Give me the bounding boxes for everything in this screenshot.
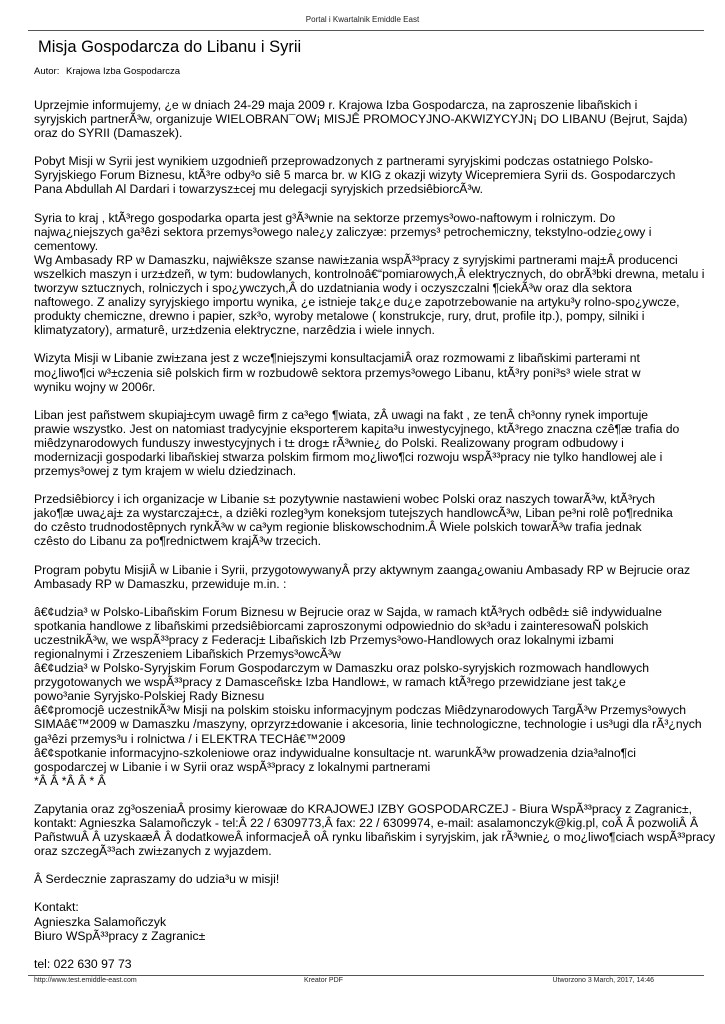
footer-url: http://www.test.emiddle-east.com [34, 977, 137, 984]
paragraph-program-items: â€¢udzia³ w Polsko-Libañskim Forum Biznesu w Bejrucie oraz w Sajda, w ramach ktÃ³rych odbêd± siê indywidualne spotkania handlowe z libañskimi przedsiêbiorcami zaproszonymi odpowiednio do sk³adu i zainteresowaÑ polskich uczestnikÃ³w, we wspÃ³³pracy z Federacj± Libañskich Izb Przemys³owo-Handlowych oraz lokalnymi izbami regionalnymi i Zrzeszeniem Libañskich Przemys³owcÃ³w â€¢udzia³ w Polsko-Syryjskim Forum Gospodarczym w Damaszku oraz polsko-syryjskich rozmowach handlowych przygotowanych we wspÃ³³pracy z Damasceñsk± Izba Handlow±, w ramach ktÃ³rego przewidziane jest tak¿e powo³anie Syryjsko-Polskiej Rady Biznesu â€¢promocjê uczestnikÃ³w Misji na polskim stoisku informacyjnym podczas Miêdzynarodowych TargÃ³w Przemys³owych SIMAâ€™2009 w Damaszku /maszyny, oprzyrz±dowanie i akcesoria, linie technologiczne, technologie i us³ugi dla rÃ³¿nych ga³êzi przemys³u i rolnictwa / i ELEKTRA TECHâ€™2009 â€¢spotkanie informacyjno-szkoleniowe oraz indywidualne konsultacje nt. warunkÃ³w prowadzenia dzia³alno¶ci gospodarczej w Libanie i w Syrii oraz wspÃ³³pracy z lokalnymi partnerami *Â Â *Â Â * Â [34, 604, 702, 788]
author-label: Autor: [34, 66, 60, 77]
paragraph-syria-economy: Syria to kraj , ktÃ³rego gospodarka oparta jest g³Ã³wnie na sektorze przemys³owo-naftowym i rolniczym. Do najwa¿niejszych ga³êzi sektora przemys³owego nale¿y zaliczyæ: przemys³ petrochemiczny, tekstylno-odzie¿owy i cementowy. Wg Ambasady RP w Damaszku, najwiêksze szanse nawi±zania wspÃ³³pracy z syryjskimi partnerami maj±Â producenci wszelkich maszyn i urz±dzeñ, w tym: budowlanych, kontrolnoâ€“pomiarowych,Â elektrycznych, do obrÃ³bki drewna, metalu i tworzyw sztucznych, rolniczych i spo¿ywczych,Â do uzdatniania wody i oczyszczalni ¶ciekÃ³w oraz dla sektora naftowego. Z analizy syryjskiego importu wynika, ¿e istnieje tak¿e du¿e zapotrzebowanie na artyku³y rolno-spo¿ywcze, produkty chemiczne, drewno i papier, szk³o, wyroby metalowe ( konstrukcje, rury, drut, profile itp.), pompy, silniki i klimatyzatory), armaturê, urz±dzenia elektryczne, narzêdzia i wiele innych. [34, 210, 705, 338]
article-body [34, 98, 725, 971]
author-name: Krajowa Izba Gospodarcza [66, 66, 181, 77]
paragraph-lebanon-market: Liban jest pañstwem skupiaj±cym uwagê firm z ca³ego ¶wiata, zÂ uwagi na fakt , ze tenÂ ch³onny rynek importuje prawie wszystko. Jest on natomiast tradycyjnie eksporterem kapita³u inwestycyjnego, ktÃ³rego znaczna czê¶æ trafia do miêdzynarodowych funduszy inwestycyjnych i t± drog± rÃ³wnie¿ do Polski. Realizowany program odbudowy i modernizacji gospodarki libañskiej stwarza polskim firmom mo¿liwo¶ci rozwoju wspÃ³³pracy nie tylko handlowej ale i przemys³owej z tym krajem w wielu dziedzinach. [34, 407, 680, 479]
paragraph-program-intro: Program pobytu MisjiÂ w Libanie i Syrii, przygotowywanyÂ przy aktywnym zaanga¿owaniu Ambasady RP w Bejrucie oraz Ambasady RP w Damaszku, przewiduje m.in. : [34, 562, 691, 591]
paragraph-lebanon-visit: Wizyta Misji w Libanie zwi±zana jest z wcze¶niejszymi konsultacjamiÂ oraz rozmowami z libañskimi parterami nt mo¿liwo¶ci w³±czenia siê polskich firm w rozbudowê sektora przemys³owego Libanu, ktÃ³ry poni³s³ wiele strat w wyniku wojny w 2006r. [34, 351, 641, 394]
paragraph-syria-visit: Pobyt Misji w Syrii jest wynikiem uzgodnieñ przeprowadzonych z partnerami syryjskimi podczas ostatniego Polsko- Syryjskiego Forum Biznesu, ktÃ³re odby³o siê 5 marca br. w KIG z okazji wizyty Wicepremiera Syrii ds. Gospodarczych Pana Abdullah Al Dardari i towarzysz±cej mu delegacji syryjskich przedsiêbiorcÃ³w. [34, 154, 676, 197]
footer-created: Utworzono 3 March, 2017, 14:46 [552, 977, 654, 984]
footer-generator: Kreator PDF [304, 977, 343, 984]
paragraph-entrepreneurs: Przedsiêbiorcy i ich organizacje w Libanie s± pozytywnie nastawieni wobec Polski oraz naszych towarÃ³w, ktÃ³rych jako¶æ uwa¿aj± za wystarczaj±c±, a dziêki rozleg³ym koneksjom tutejszych handlowcÃ³w, Liban pe³ni rolê po¶rednika do czêsto trudnodostêpnych rynkÃ³w w ca³ym regionie bliskowschodnim.Â Wiele polskich towarÃ³w trafia jednak czêsto do Libanu za po¶rednictwem krajÃ³w trzecich. [34, 492, 673, 549]
paragraph-intro: Uprzejmie informujemy, ¿e w dniach 24-29 maja 2009 r. Krajowa Izba Gospodarcza, na zaproszenie libañskich i syryjskich partnerÃ³w, organizuje WIELOBRAN¯OW¡ MISJÊ PROMOCYJNO-AKWIZYCYJN¡ DO LIBANU (Bejrut, Sajda) oraz do SYRII (Damaszek). [34, 98, 688, 141]
paragraph-phone: tel: 022 630 97 73 [34, 956, 132, 971]
paragraph-contact: Kontakt: Agnieszka Salamoñczyk Biuro WSpÃ³³pracy z Zagranic± [34, 900, 206, 943]
page-footer [34, 977, 654, 989]
article-author [34, 66, 184, 77]
paragraph-inquiries: Zapytania oraz zg³oszeniaÂ prosimy kierowaæ do KRAJOWEJ IZBY GOSPODARCZEJ - Biura WspÃ³³pracy z Zagranic±, kontakt: Agnieszka Salamoñczyk - tel:Â 22 / 6309773,Â fax: 22 / 6309974, e-mail: asalamonczyk@kig.pl, coÂ Â pozwoliÂ Â PañstwuÂ Â uzyskaæÂ Â dodatkoweÂ informacjeÂ oÂ rynku libañskim i syryjskim, jak rÃ³wnie¿ o mo¿liwo¶ciach wspÃ³³pracy oraz szczegÃ³³ach zwi±zanych z wyjazdem. [34, 801, 716, 859]
header-divider [28, 30, 704, 31]
footer-divider [28, 975, 704, 976]
page-header: Portal i Kwartalnik Emiddle East [305, 15, 420, 24]
article-title: Misja Gospodarcza do Libanu i Syrii [38, 38, 302, 56]
paragraph-invitation: Â Serdecznie zapraszamy do udzia³u w misji! [34, 872, 280, 887]
